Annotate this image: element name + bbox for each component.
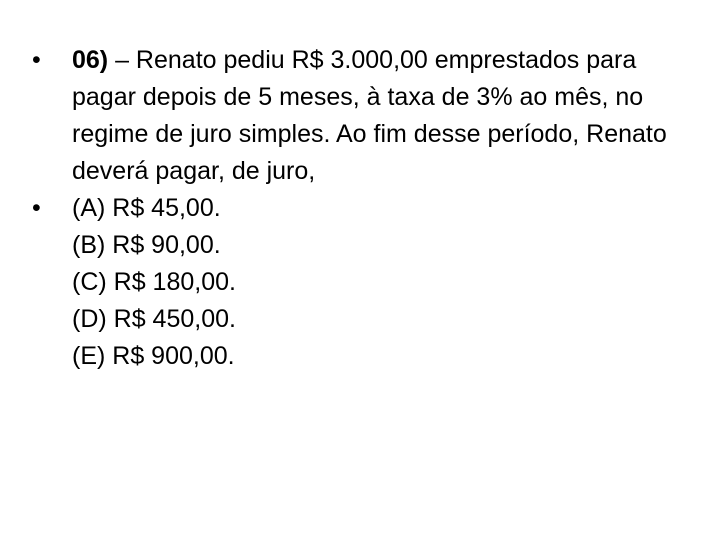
bullet-icon: • [32,194,41,222]
question-item [28,42,688,190]
answer-options [72,190,688,375]
option-a: (A) R$ 45,00. [72,194,221,222]
option-d: (D) R$ 450,00. [72,305,236,333]
bullet-list [28,42,688,375]
question-number: 06) [72,46,109,74]
option-e: (E) R$ 900,00. [72,342,235,370]
option-b: (B) R$ 90,00. [72,231,221,259]
question-text: – Renato pediu R$ 3.000,00 emprestados para pagar depois de 5 meses, à taxa de 3% ao mês, no regime de juro simples. Ao fim desse período, Renato deverá pagar, de juro, [72,46,667,185]
answers-item [28,190,688,375]
bullet-icon: • [32,46,41,74]
option-c: (C) R$ 180,00. [72,268,236,296]
